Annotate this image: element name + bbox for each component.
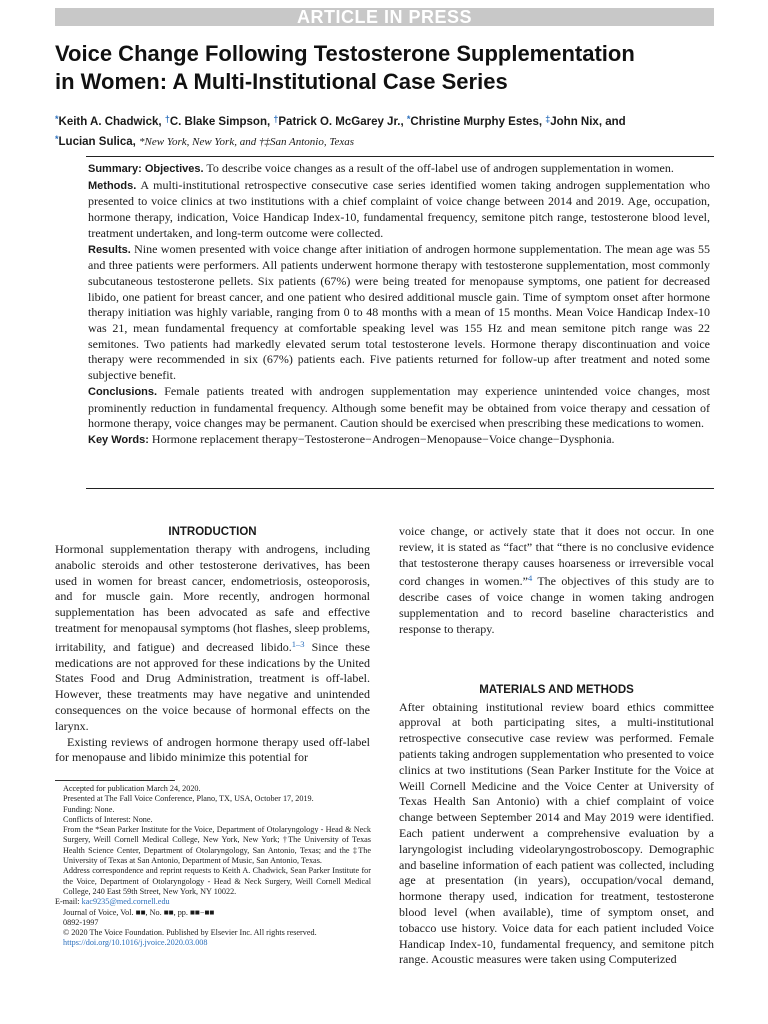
fn-conflicts: Conflicts of Interest: None. bbox=[63, 814, 153, 824]
author-name[interactable]: John Nix, and bbox=[550, 116, 626, 128]
citation-link[interactable]: 1–3 bbox=[291, 638, 305, 649]
intro-paragraph-1 bbox=[55, 542, 370, 735]
conclusions-text: Female patients treated with androgen supplementation may experience unintended voice changes, most prominently reduction in fundamental frequency. Although some benefit may be obtained from voice therapy and cessation of hormone therapy, voice changes may be permanent. Caution should be exercised when prescribing these medications to women. bbox=[88, 383, 710, 431]
title-line-2: in Women: A Multi-Institutional Case Series bbox=[55, 69, 508, 94]
results-text: Nine women presented with voice change after initiation of androgen hormone supplementation. The mean age was 55 and three patients were performers. All patients underwent hormone therapy with testosterone supplementation, most commonly subcutaneous testosterone pellets. Six patients (67%) were being treated for menopause symptoms, one patient for decreased libido, one patient for breast cancer, and one patient who desired additional muscle gain. Time of symptom onset after hormone therapy initiation was highly variable, ranging from 0 to 48 months with a mean of 15 months. Mean Voice Handicap Index-10 was 21, mean fundamental frequency at comfortable speaking level was 155 Hz and mean semitone pitch range was 22 semitones. Two patients had markedly elevated serum total testosterone levels. Hormone therapy discontinuation and voice therapy were recommended in six (67%) patients each. Five patients returned for follow-up after treatment and noted some subjective benefit. bbox=[88, 241, 711, 383]
right-p1-text: voice change, or actively state that it does not occur. In one review, it is stated as “fact” that “there is no conclusive evidence that testosterone therapy causes hoarseness or irreversible vocal cord changes in women.” bbox=[399, 524, 714, 589]
summary-text: To describe voice changes as a result of the off-label use of androgen supplementation in women. bbox=[206, 161, 674, 175]
left-column bbox=[55, 524, 370, 766]
results-label: Results. bbox=[88, 243, 131, 256]
fn-funding: Funding: None. bbox=[63, 804, 115, 814]
fn-presented: Presented at The Fall Voice Conference, Plano, TX, USA, October 17, 2019. bbox=[63, 794, 314, 804]
conclusions-label: Conclusions. bbox=[88, 385, 158, 398]
doi-link[interactable]: https://doi.org/10.1016/j.jvoice.2020.03.008 bbox=[63, 938, 208, 948]
email-link[interactable]: kac9235@med.cornell.edu bbox=[81, 897, 170, 907]
methods-paragraph-1: After obtaining institutional review board ethics committee approval at both participating sites, a multi-institutional retrospective consecutive case review was performed. Female patients taking androgen supplementation who presented to voice clinics at two institutions (Sean Parker Institute for the Voice at Weill Cornell Medicine and the Voice Center at University of Texas Health San Antonio) with a chief complaint of voice change between September 2014 and May 2019 were identified. Each patient underwent a comprehensive evaluation by a laryngologist including videolaryngostroboscopy. Demographic and baseline information of each patient was collected, including age at presentation (in years), occupation/vocal demand, hormone therapy used, indication for treatment, testosterone blood level (when available), time of symptom onset, and tobacco use history. Voice data for each patient included Voice Handicap Index-10, fundamental frequency, and semitone pitch range. Acoustic measures were taken using Computerized bbox=[399, 699, 714, 967]
article-in-press-banner: ARTICLE IN PRESS bbox=[55, 8, 714, 26]
methods-text: A multi-institutional retrospective consecutive case series identified women taking androgen supplementation who presented to voice clinics at two institutions with a chief complaint of voice change between 2014 and 2019. Age, occupation, hormone therapy, indication, Voice Handicap Index-10, fundamental frequency, semitone pitch range, testosterone blood level, treatment undertaken, and long-term outcome were collected. bbox=[88, 177, 710, 240]
fn-email bbox=[55, 897, 371, 907]
footnote-rule bbox=[55, 780, 175, 781]
author-mark: † bbox=[273, 114, 279, 124]
abstract-keywords bbox=[88, 432, 710, 449]
author-affiliation: *New York, New York, and †‡San Antonio, Texas bbox=[139, 136, 354, 148]
author-mark: ‡ bbox=[545, 114, 551, 124]
fn-accepted: Accepted for publication March 24, 2020. bbox=[63, 784, 201, 793]
citation-link[interactable]: 4 bbox=[527, 573, 533, 584]
keywords-text: Hormone replacement therapy−Testosterone−Androgen−Menopause−Voice change−Dysphonia. bbox=[151, 431, 615, 446]
abstract-bottom-rule bbox=[86, 488, 714, 489]
abstract-methods bbox=[88, 178, 710, 242]
intro-paragraph-2: Existing reviews of androgen hormone therapy used off-label for menopause and libido minimize this potential for bbox=[55, 734, 370, 765]
keywords-label: Key Words: bbox=[88, 433, 149, 446]
abstract bbox=[88, 161, 710, 449]
methods-heading: MATERIALS AND METHODS bbox=[479, 683, 634, 696]
intro-paragraph-3 bbox=[399, 524, 714, 638]
methods-label: Methods. bbox=[88, 179, 137, 192]
author-name[interactable]: Patrick O. McGarey Jr., bbox=[278, 116, 404, 128]
fn-issn: 0892-1997 bbox=[63, 917, 99, 927]
abstract-summary bbox=[88, 161, 710, 178]
email-label: E-mail: bbox=[55, 897, 80, 907]
right-p1-tail: The objectives of this study are to describe cases of voice change in women taking androgen supplementation and to record baseline characteristics and response to therapy. bbox=[399, 574, 714, 636]
author-name[interactable]: C. Blake Simpson, bbox=[169, 116, 271, 128]
introduction-heading: INTRODUCTION bbox=[168, 526, 257, 538]
author-name[interactable]: Christine Murphy Estes, bbox=[410, 116, 543, 128]
fn-copyright: © 2020 The Voice Foundation. Published by Elsevier Inc. All rights reserved. bbox=[63, 928, 317, 938]
author-name[interactable]: Lucian Sulica, bbox=[58, 136, 136, 148]
intro-p1-tail: Since these medications are not approved for these indications by the United States Food and Drug Administration, treatment is off-label. However, these treatments may have negative and unintended consequences on the voice because of hormonal effects on the larynx. bbox=[55, 639, 370, 733]
intro-p1-text: Hormonal supplementation therapy with androgens, including anabolic steroids and other testosterone derivatives, has been used in women for breast cancer, endometriosis, osteoporosis, and for muscle gain. More recently, androgen hormonal supplementation has been advocated as safe and effective treatment for menopausal symptoms (hot flashes, sleep problems, irritability, and fatigue) and decreased libido. bbox=[55, 542, 370, 654]
author-mark: * bbox=[406, 114, 411, 124]
fn-journal: Journal of Voice, Vol. ■■, No. ■■, pp. ■■−■■ bbox=[63, 907, 215, 917]
author-mark: * bbox=[55, 114, 59, 124]
author-mark: † bbox=[164, 114, 170, 124]
right-column bbox=[399, 524, 714, 968]
title-line-1: Voice Change Following Testosterone Supplementation bbox=[55, 41, 635, 66]
author-list bbox=[55, 111, 725, 151]
footnotes bbox=[55, 784, 371, 949]
abstract-conclusions bbox=[88, 384, 710, 432]
fn-address: Address correspondence and reprint requests to Keith A. Chadwick, Sean Parker Institute for the Voice, Department of Otolaryngology - Head & Neck Surgery, Weill Cornell Medical College, 240 East 59th Street, New York, NY 10022. bbox=[63, 866, 371, 896]
author-mark: * bbox=[55, 134, 59, 144]
author-name[interactable]: Keith A. Chadwick, bbox=[58, 116, 162, 128]
fn-affiliations: From the *Sean Parker Institute for the Voice, Department of Otolaryngology - Head & Neck Surgery, Weill Cornell Medical College, New York, New York; †The University of Texas Health Science Center, Department of Otolaryngology, San Antonio, Texas; and the ‡The University of Texas at San Antonio, Department of Music, San Antonio, Texas. bbox=[63, 825, 371, 866]
abstract-results bbox=[88, 242, 710, 384]
article-title bbox=[55, 40, 715, 96]
summary-label: Summary: Objectives. bbox=[88, 163, 204, 175]
abstract-top-rule bbox=[86, 156, 714, 157]
